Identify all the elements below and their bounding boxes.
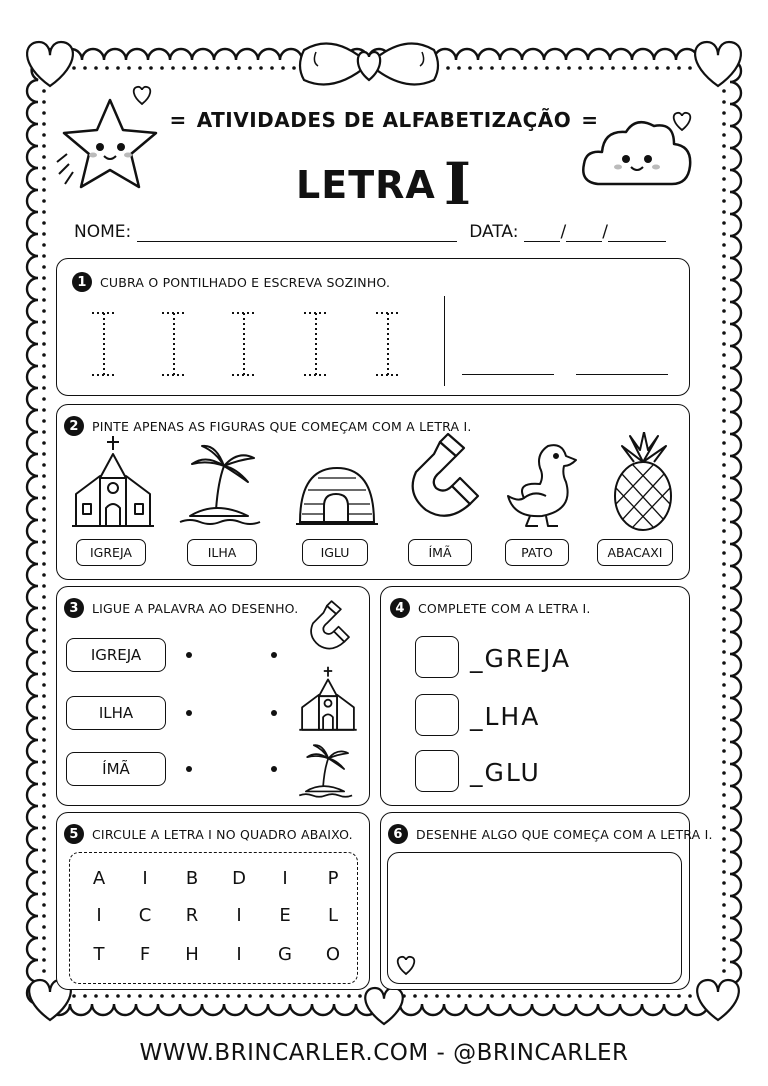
match-dot-left[interactable] bbox=[186, 710, 192, 716]
dash-left-icon: = bbox=[169, 108, 187, 132]
match-dot-left[interactable] bbox=[186, 652, 192, 658]
name-field[interactable] bbox=[137, 226, 457, 242]
dotted-letter-i-icon[interactable] bbox=[84, 309, 124, 379]
magnet-icon bbox=[304, 600, 358, 658]
label-igreja: IGREJA bbox=[76, 539, 146, 566]
grid-letter[interactable]: F bbox=[139, 944, 151, 965]
match-dot-left[interactable] bbox=[186, 766, 192, 772]
grid-letter[interactable]: I bbox=[282, 868, 288, 889]
label-ima: ÍMÃ bbox=[408, 539, 472, 566]
grid-letter[interactable]: I bbox=[142, 868, 148, 889]
grid-letter[interactable]: P bbox=[327, 868, 339, 889]
church-icon bbox=[296, 664, 360, 734]
section-2-instruction: 2 PINTE APENAS AS FIGURAS QUE COMEÇAM COM A LETRA I. bbox=[64, 416, 472, 436]
duck-icon[interactable] bbox=[500, 432, 586, 532]
igloo-icon[interactable] bbox=[294, 432, 380, 532]
step-number: 5 bbox=[64, 824, 84, 844]
match-dot-right[interactable] bbox=[271, 710, 277, 716]
footer-credit: WWW.BRINCARLER.COM - @BRINCARLER bbox=[139, 1040, 629, 1066]
section-1-instruction: 1 CUBRA O PONTILHADO E ESCREVA SOZINHO. bbox=[72, 272, 390, 292]
grid-letter[interactable]: C bbox=[138, 905, 152, 926]
grid-letter[interactable]: A bbox=[92, 868, 106, 889]
star-mascot-icon bbox=[55, 92, 165, 202]
label-pato: PATO bbox=[505, 539, 569, 566]
date-day-field[interactable] bbox=[524, 226, 560, 242]
letter-glyph: I bbox=[443, 150, 472, 218]
date-month-field[interactable] bbox=[566, 226, 602, 242]
dotted-letter-i-icon[interactable] bbox=[224, 309, 264, 379]
dotted-letter-i-icon[interactable] bbox=[154, 309, 194, 379]
dotted-letter-i-icon[interactable] bbox=[296, 309, 336, 379]
letter-prefix: LETRA bbox=[296, 163, 436, 207]
grid-letter[interactable]: I bbox=[96, 905, 102, 926]
name-date-row: NOME: DATA: / / bbox=[74, 222, 694, 242]
step-number: 4 bbox=[390, 598, 410, 618]
pineapple-icon[interactable] bbox=[600, 432, 686, 532]
grid-letter[interactable]: I bbox=[236, 905, 242, 926]
match-dot-right[interactable] bbox=[271, 766, 277, 772]
writing-line[interactable] bbox=[462, 374, 554, 375]
section-5-instruction: 5 CIRCULE A LETRA I NO QUADRO ABAIXO. bbox=[64, 824, 353, 844]
grid-letter[interactable]: R bbox=[185, 905, 199, 926]
grid-letter[interactable]: O bbox=[325, 944, 341, 965]
section-3-instruction: 3 LIGUE A PALAVRA AO DESENHO. bbox=[64, 598, 298, 618]
grid-letter[interactable]: B bbox=[185, 868, 199, 889]
match-dot-right[interactable] bbox=[271, 652, 277, 658]
label-abacaxi: ABACAXI bbox=[597, 539, 673, 566]
letter-box[interactable] bbox=[415, 750, 459, 792]
section-6-instruction: 6 DESENHE ALGO QUE COMEÇA COM A LETRA I. bbox=[388, 824, 713, 844]
writing-line[interactable] bbox=[576, 374, 668, 375]
complete-word-greja: _GREJA bbox=[470, 644, 572, 673]
small-heart-icon bbox=[394, 954, 418, 976]
match-word-ilha: ILHA bbox=[66, 696, 166, 730]
complete-word-lha: _LHA bbox=[470, 702, 541, 731]
match-word-igreja: IGREJA bbox=[66, 638, 166, 672]
step-number: 3 bbox=[64, 598, 84, 618]
date-year-field[interactable] bbox=[608, 226, 666, 242]
grid-letter[interactable]: G bbox=[278, 944, 292, 965]
step-number: 1 bbox=[72, 272, 92, 292]
grid-letter[interactable]: I bbox=[236, 944, 242, 965]
grid-letter[interactable]: T bbox=[93, 944, 105, 965]
date-label: DATA: bbox=[469, 222, 519, 242]
grid-letter[interactable]: H bbox=[185, 944, 199, 965]
bow-icon bbox=[294, 36, 444, 94]
grid-letter[interactable]: E bbox=[279, 905, 291, 926]
match-word-ima: ÍMÃ bbox=[66, 752, 166, 786]
letter-box[interactable] bbox=[415, 694, 459, 736]
island-icon bbox=[290, 736, 360, 802]
divider bbox=[444, 296, 445, 386]
name-label: NOME: bbox=[74, 222, 132, 242]
drawing-area[interactable] bbox=[387, 852, 682, 984]
dotted-letter-i-icon[interactable] bbox=[368, 309, 408, 379]
label-iglu: IGLU bbox=[302, 539, 368, 566]
small-heart-icon bbox=[130, 84, 154, 106]
worksheet-title: = ATIVIDADES DE ALFABETIZAÇÃO = bbox=[169, 108, 599, 132]
step-number: 2 bbox=[64, 416, 84, 436]
church-icon[interactable] bbox=[70, 432, 156, 532]
magnet-icon[interactable] bbox=[404, 432, 490, 532]
grid-letter[interactable]: L bbox=[327, 905, 339, 926]
small-heart-icon bbox=[670, 110, 694, 132]
dash-right-icon: = bbox=[581, 108, 599, 132]
complete-word-glu: _GLU bbox=[470, 758, 541, 787]
section-4-instruction: 4 COMPLETE COM A LETRA I. bbox=[390, 598, 591, 618]
letter-box[interactable] bbox=[415, 636, 459, 678]
island-icon[interactable] bbox=[176, 432, 262, 532]
grid-letter[interactable]: D bbox=[232, 868, 246, 889]
label-ilha: ILHA bbox=[187, 539, 257, 566]
step-number: 6 bbox=[388, 824, 408, 844]
